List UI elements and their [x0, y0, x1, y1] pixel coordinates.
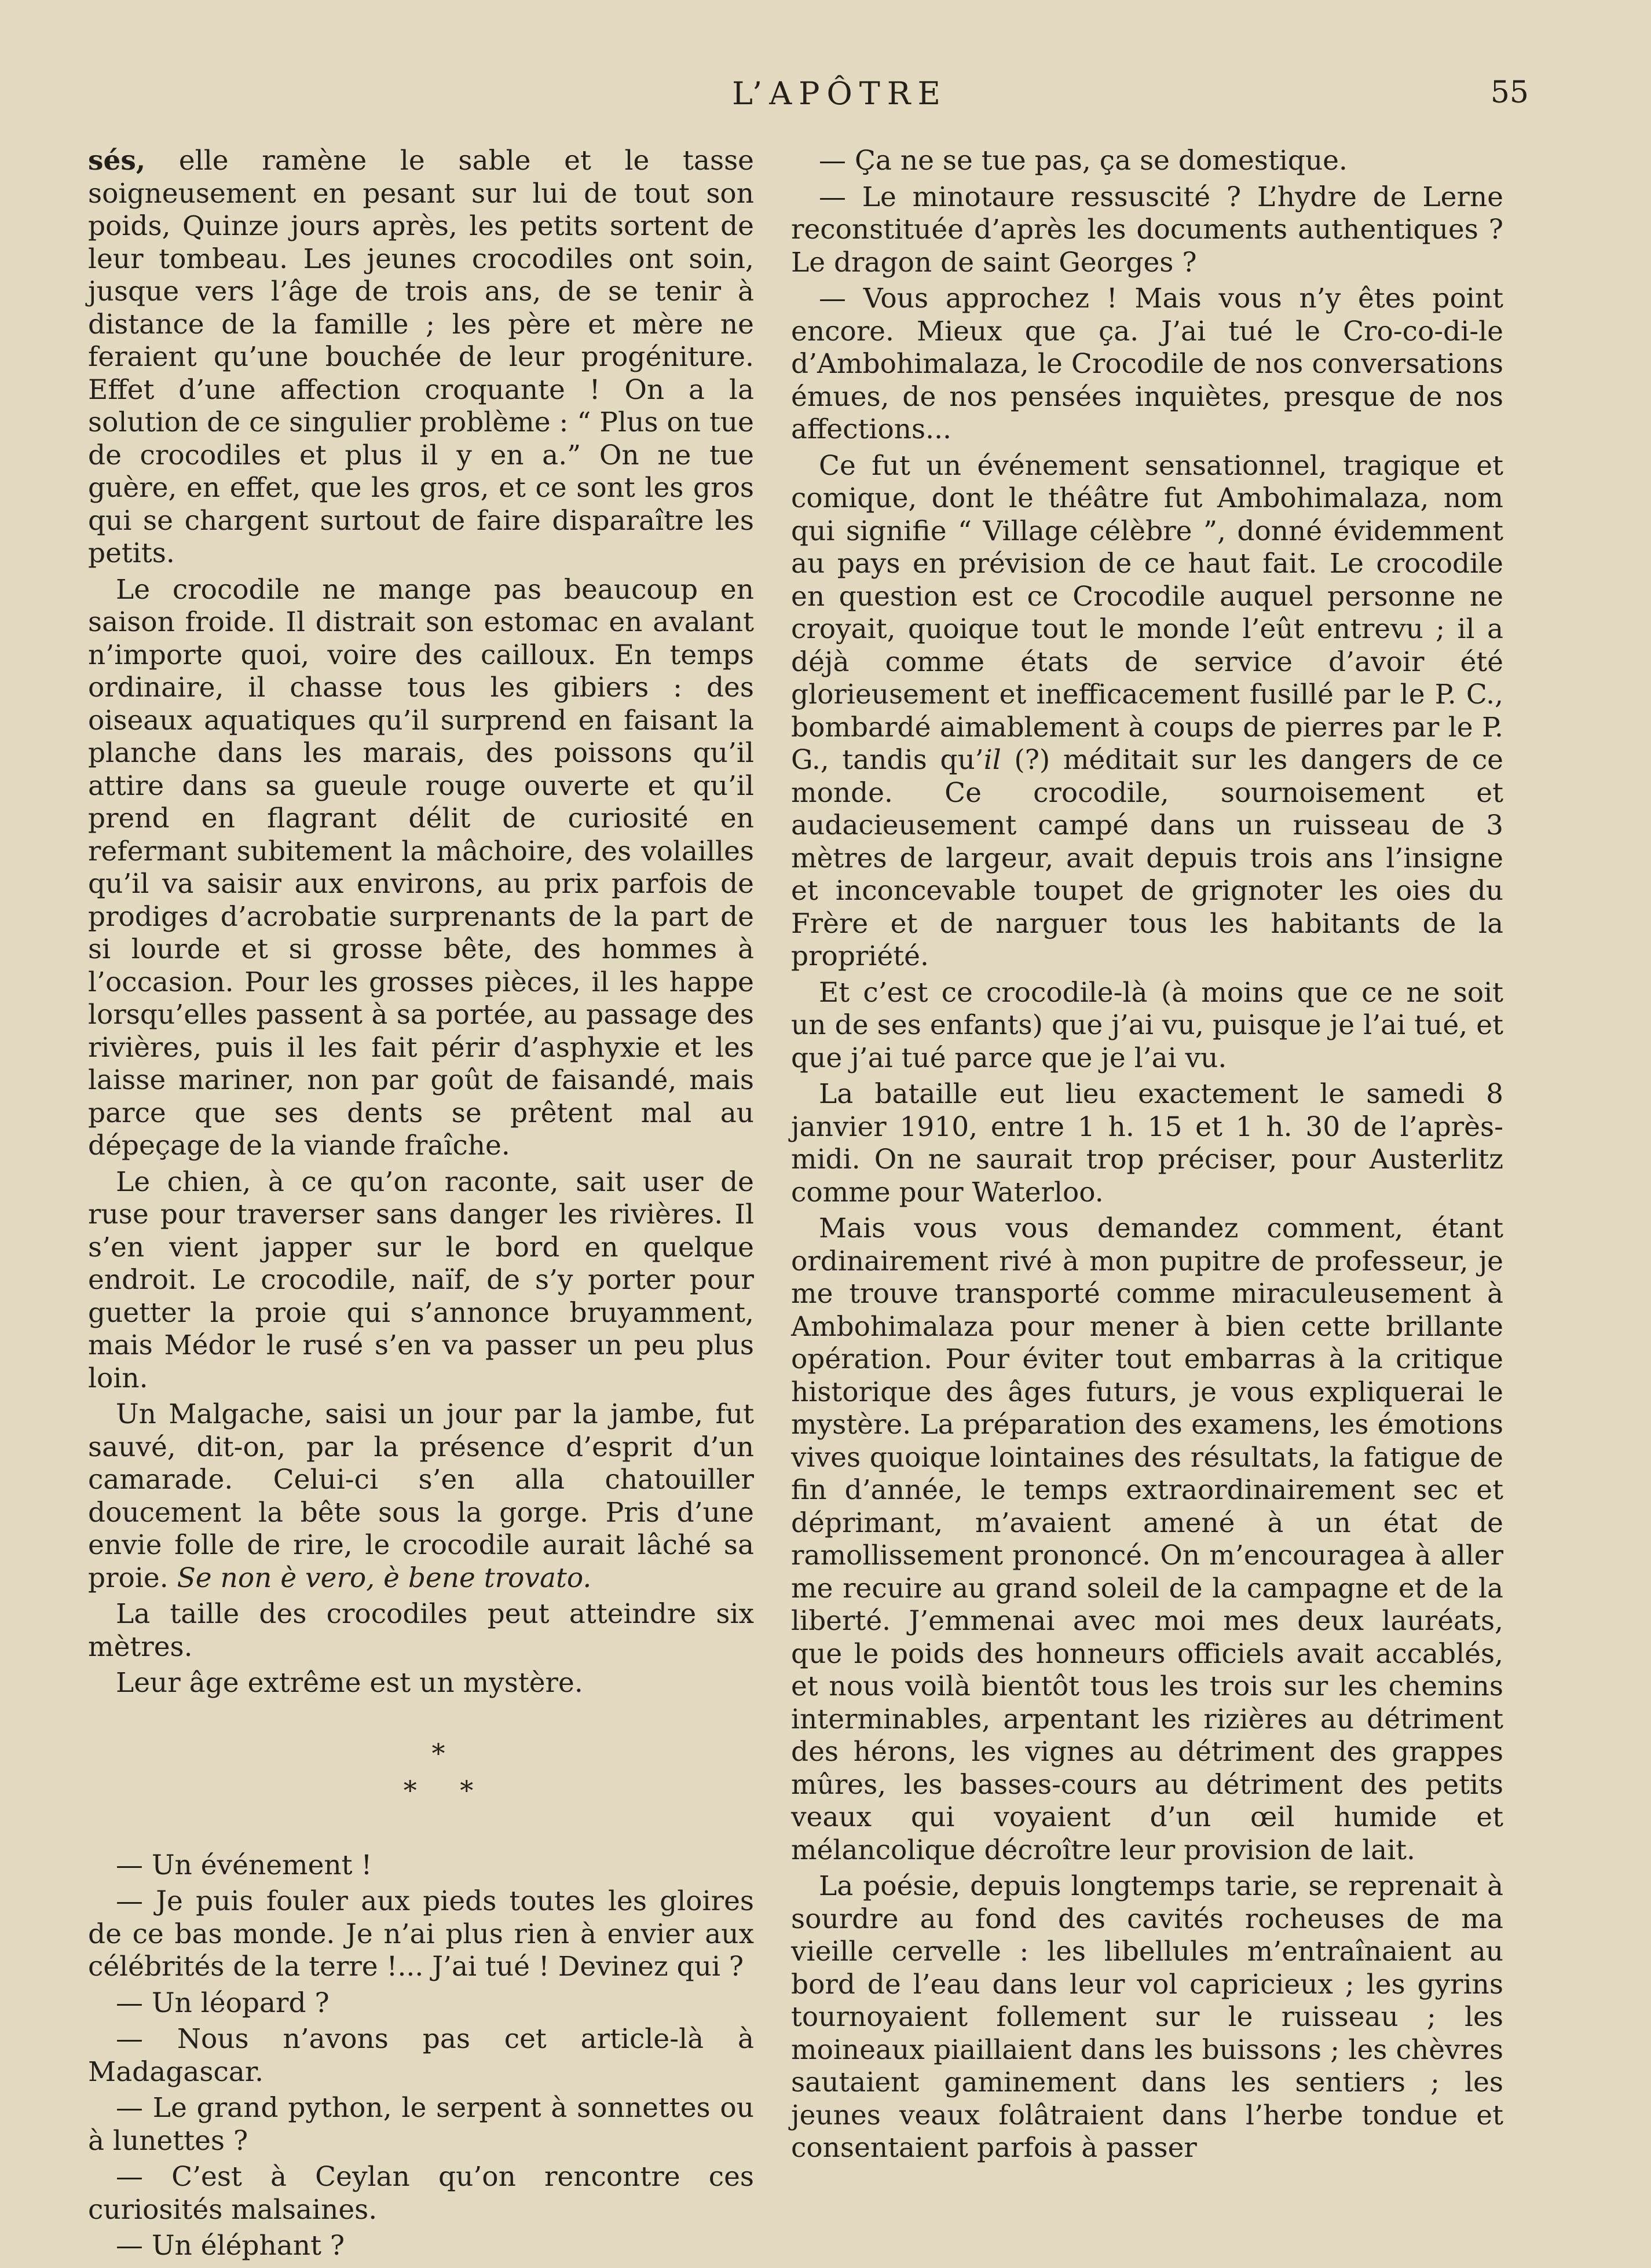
italic-word: il: [983, 744, 1001, 776]
paragraph: La bataille eut lieu exactement le samedi 8 janvier 1910, entre 1 h. 15 et 1 h. 30 de l’après-midi. On ne saurait trop préciser, pour Austerlitz comme pour Waterloo.: [791, 1078, 1503, 1208]
continued-word: sés,: [88, 145, 146, 177]
paragraph: Le chien, à ce qu’on raconte, sait user de ruse pour traverser sans danger les rivières. Il s’en vient japper sur le bord en quelque endroit. Le crocodile, naïf, de s’y porter pour guetter la proie qui s’annonce bruyamment, mais Médor le rusé s’en va passer un peu plus loin.: [88, 1166, 754, 1394]
dialogue-line: — Nous n’avons pas cet article-là à Madagascar.: [88, 2023, 754, 2088]
paragraph: Leur âge extrême est un mystère.: [116, 1667, 583, 1699]
dialogue-line: — Je puis fouler aux pieds toutes les gloires de ce bas monde. Je n’ai plus rien à envier aux célébrités de la terre !... J’ai tué ! Devinez qui ?: [88, 1885, 754, 1983]
paragraph: [88, 145, 754, 570]
paragraph: Et c’est ce crocodile-là (à moins que ce ne soit un de ses enfants) que j’ai vu, puisque je l’ai tué, et que j’ai tué parce que je l’ai vu.: [791, 976, 1503, 1074]
paragraph: La poésie, depuis longtemps tarie, se reprenait à sourdre au fond des cavités rocheuses de ma vieille cervelle : les libellules m’entraînaient au bord de l’eau dans leur vol capricieux ; les gyrins tournoyaient follement sur le ruisseau ; les moineaux piaillaient dans les buissons ; les chèvres sautaient gaminement dans les sentiers ; les jeunes veaux folâtraient dans l’herbe tondue et consentaient parfois à passer: [791, 1870, 1503, 2164]
dialogue-line: — Ça ne se tue pas, ça se domestique.: [819, 145, 1348, 177]
paragraph: Mais vous vous demandez comment, étant ordinairement rivé à mon pupitre de professeur, je me trouve transporté comme miraculeusement à Ambohimalaza pour mener à bien cette brillante opération. Pour éviter tout embarras à la critique historique des âges futurs, je vous expliquerai le mystère. La préparation des examens, les émotions vives quoique lointaines des résultats, la fatigue de fin d’année, le temps extraordinairement sec et déprimant, m’avaient amené à un état de ramollissement prononcé. On m’encouragea à aller me recuire au grand soleil de la campagne et de la liberté. J’emmenai avec moi mes deux lauréats, que le poids des honneurs officiels avait accablés, et nous voilà bientôt tous les trois sur les chemins interminables, arpentant les rizières au détriment des hérons, les vignes au détriment des grappes mûres, les basses-cours au détriment des petits veaux qui voyaient d’un œil humide et mélancolique décroître leur provision de lait.: [791, 1212, 1503, 1866]
paragraph-text: (?) méditait sur les dangers de ce monde. Ce crocodile, sournoisement et audacieusement campé dans un ruisseau de 3 mètres de largeur, avait depuis trois ans l’insigne et inconcevable toupet de grignoter les oies du Frère et de narguer tous les habitants de la propriété.: [791, 744, 1504, 972]
paragraph-text: Un Malgache, saisi un jour par la jambe, fut sauvé, dit-on, par la présence d’esprit d’un camarade. Celui-ci s’en alla chatouiller doucement la bête sous la gorge. Pris d’une envie folle de rire, le crocodile aurait lâché sa proie.: [88, 1398, 754, 1594]
dialogue-line: — Vous approchez ! Mais vous n’y êtes point encore. Mieux que ça. J’ai tué le Cro-co-di-le d’Ambohimalaza, le Crocodile de nos conversations émues, de nos pensées inquiètes, presque de nos affections...: [791, 283, 1503, 445]
paragraph: Le crocodile ne mange pas beaucoup en saison froide. Il distrait son estomac en avalant n’importe quoi, voire des cailloux. En temps ordinaire, il chasse tous les gibiers : des oiseaux aquatiques qu’il surprend en faisant la planche dans les marais, des poissons qu’il attire dans sa gueule rouge ouverte et qu’il prend en flagrant délit de curiosité en refermant subitement la mâchoire, des volailles qu’il va saisir aux environs, au prix parfois de prodiges d’acrobatie surprenants de la part de si lourde et si grosse bête, des hommes à l’occasion. Pour les grosses pièces, il les happe lorsqu’elles passent à sa portée, au passage des rivières, puis il les fait périr d’asphyxie et les laisse mariner, non par goût de faisandé, mais parce que ses dents se prêtent mal au dépeçage de la viande fraîche.: [88, 573, 754, 1162]
dialogue-line: — Un léopard ?: [116, 1987, 330, 2019]
paragraph-text: Ce fut un événement sensationnel, tragique et comique, dont le théâtre fut Ambohimalaza, nom qui signifie “ Village célèbre ”, donné évidemment au pays en prévision de ce haut fait. Le crocodile en question est ce Crocodile auquel personne ne croyait, quoique tout le monde l’eût entrevu ; il a déjà comme états de service d’avoir été glorieusement et inefficacement fusillé par le P. C., bombardé aimablement à coups de pierres par le P. G., tandis qu’: [791, 449, 1503, 776]
right-column: [791, 145, 1503, 2168]
dialogue-line: — Un événement !: [116, 1849, 372, 1881]
section-separator: [88, 1735, 754, 1809]
running-title: L’APÔTRE: [732, 75, 947, 112]
dialogue-line: — Le grand python, le serpent à sonnettes ou à lunettes ?: [88, 2092, 754, 2157]
dialogue-line: — Un éléphant ?: [116, 2230, 345, 2262]
paragraph: La taille des crocodiles peut atteindre six mètres.: [88, 1598, 754, 1663]
page-number: 55: [1490, 75, 1529, 110]
paragraph: [88, 1398, 754, 1595]
paragraph-text: elle ramène le sable et le tasse soigneusement en pesant sur lui de tout son poids, Quinze jours après, les petits sortent de leur tombeau. Les jeunes crocodiles ont soin, jusque vers l’âge de trois ans, de se tenir à distance de la famille ; les père et mère ne feraient qu’une bouchée de leur progéniture. Effet d’une affection croquante ! On a la solution de ce singulier problème : “ Plus on tue de crocodiles et plus il y en a.” On ne tue guère, en effet, que les gros, et ce sont les gros qui se chargent surtout de faire disparaître les petits.: [88, 145, 754, 569]
dialogue-line: — Le minotaure ressuscité ? L’hydre de Lerne reconstituée d’après les documents authentiques ? Le dragon de saint Georges ?: [791, 181, 1503, 279]
asterism-bottom: * *: [403, 1774, 491, 1806]
asterism-top: *: [431, 1737, 445, 1769]
dialogue-line: — C’est à Ceylan qu’on rencontre ces curiosités malsaines.: [88, 2161, 754, 2226]
italic-quote: Se non è vero, è bene trovato.: [177, 1562, 592, 1594]
paragraph: [791, 450, 1503, 973]
left-column: [88, 145, 754, 2266]
running-header: [151, 75, 1529, 122]
